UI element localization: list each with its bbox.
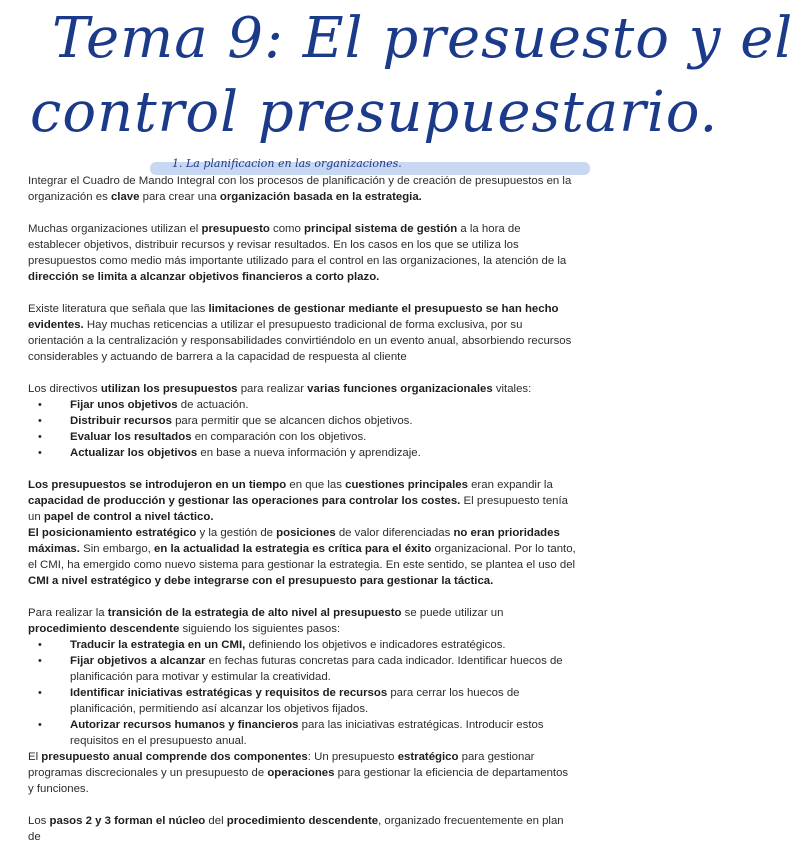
paragraph-5: Los presupuestos se introdujeron en un tiempo en que las cuestiones principales eran expandir la capacidad de producción y gestionar las operaciones para controlar los costes. El presupuesto tenía un papel de control a nivel táctico. [28, 479, 569, 523]
paragraph-4: Los directivos utilizan los presupuestos para realizar varias funciones organizacionales vitales: [28, 383, 532, 395]
steps-list [28, 637, 576, 749]
title-line-2: control presupuestario. [30, 80, 719, 145]
functions-list [28, 397, 576, 461]
list-item: • Actualizar los objetivos en base a nueva información y aprendizaje. [38, 447, 421, 459]
list-item: • Traducir la estrategia en un CMI, definiendo los objetivos e indicadores estratégicos. [38, 639, 506, 651]
paragraph-7: Para realizar la transición de la estrategia de alto nivel al presupuesto se puede utilizar un procedimiento descendente siguiendo los siguientes pasos: [28, 607, 504, 635]
paragraph-3: Existe literatura que señala que las limitaciones de gestionar mediante el presupuesto se han hecho evidentes. Hay muchas reticencias a utilizar el presupuesto tradicional de forma exclusiva, por su orientación a la centralización y responsabilidades convirtiéndolo en un evento anual, absorbiendo recursos considerables y actuando de barrera a la capacidad de respuesta al cliente [28, 303, 572, 363]
paragraph-9: Los pasos 2 y 3 forman el núcleo del procedimiento descendente, organizado frecuentemente en plan de [28, 815, 564, 843]
bullet-icon: • [38, 431, 42, 443]
paragraph-2: Muchas organizaciones utilizan el presupuesto como principal sistema de gestión a la hora de establecer objetivos, distribuir recursos y revisar resultados. En los casos en los que se utiliza los presupuestos como medio más importante utilizado para el control en las organizaciones, la atención de la dirección se limita a alcanzar objetivos financieros a corto plazo. [28, 223, 567, 283]
paragraph-1: Integrar el Cuadro de Mando Integral con los procesos de planificación y de creación de presupuestos en la organización es clave para crear una organización basada en la estrategia. [28, 175, 572, 203]
bullet-icon: • [38, 655, 42, 667]
bullet-icon: • [38, 687, 42, 699]
section-subtitle: 1. La planificacion en las organizaciones. [172, 157, 402, 170]
paragraph-8: El presupuesto anual comprende dos componentes: Un presupuesto estratégico para gestionar programas discrecionales y un presupuesto de operaciones para gestionar la eficiencia de departamentos y funciones. [28, 751, 569, 795]
paragraph-6: El posicionamiento estratégico y la gestión de posiciones de valor diferenciadas no eran prioridades máximas. Sin embargo, en la actualidad la estrategia es crítica para el éxito organizacional. Por lo tanto, el CMI, ha emergido como nuevo sistema para gestionar la estrategia. En este sentido, se plantea el uso del CMI a nivel estratégico y debe integrarse con el presupuesto para gestionar la táctica. [28, 527, 576, 587]
title-line-1: Tema 9: El presuesto y el [52, 6, 793, 71]
list-item: • Autorizar recursos humanos y financieros para las iniciativas estratégicas. Introducir estos requisitos en el presupuesto anual. [38, 719, 544, 747]
bullet-icon: • [38, 399, 42, 411]
bullet-icon: • [38, 639, 42, 651]
bullet-icon: • [38, 447, 42, 459]
document-body [28, 173, 576, 845]
list-item: • Distribuir recursos para permitir que se alcancen dichos objetivos. [38, 415, 413, 427]
list-item: • Fijar objetivos a alcanzar en fechas futuras concretas para cada indicador. Identificar huecos de planificación para motivar y estimular la creatividad. [38, 655, 563, 683]
bullet-icon: • [38, 719, 42, 731]
list-item: • Identificar iniciativas estratégicas y requisitos de recursos para cerrar los huecos de planificación, permitiendo así alcanzar los objetivos fijados. [38, 687, 520, 715]
bullet-icon: • [38, 415, 42, 427]
list-item: • Evaluar los resultados en comparación con los objetivos. [38, 431, 367, 443]
list-item: • Fijar unos objetivos de actuación. [38, 399, 249, 411]
document-title [0, 0, 793, 160]
